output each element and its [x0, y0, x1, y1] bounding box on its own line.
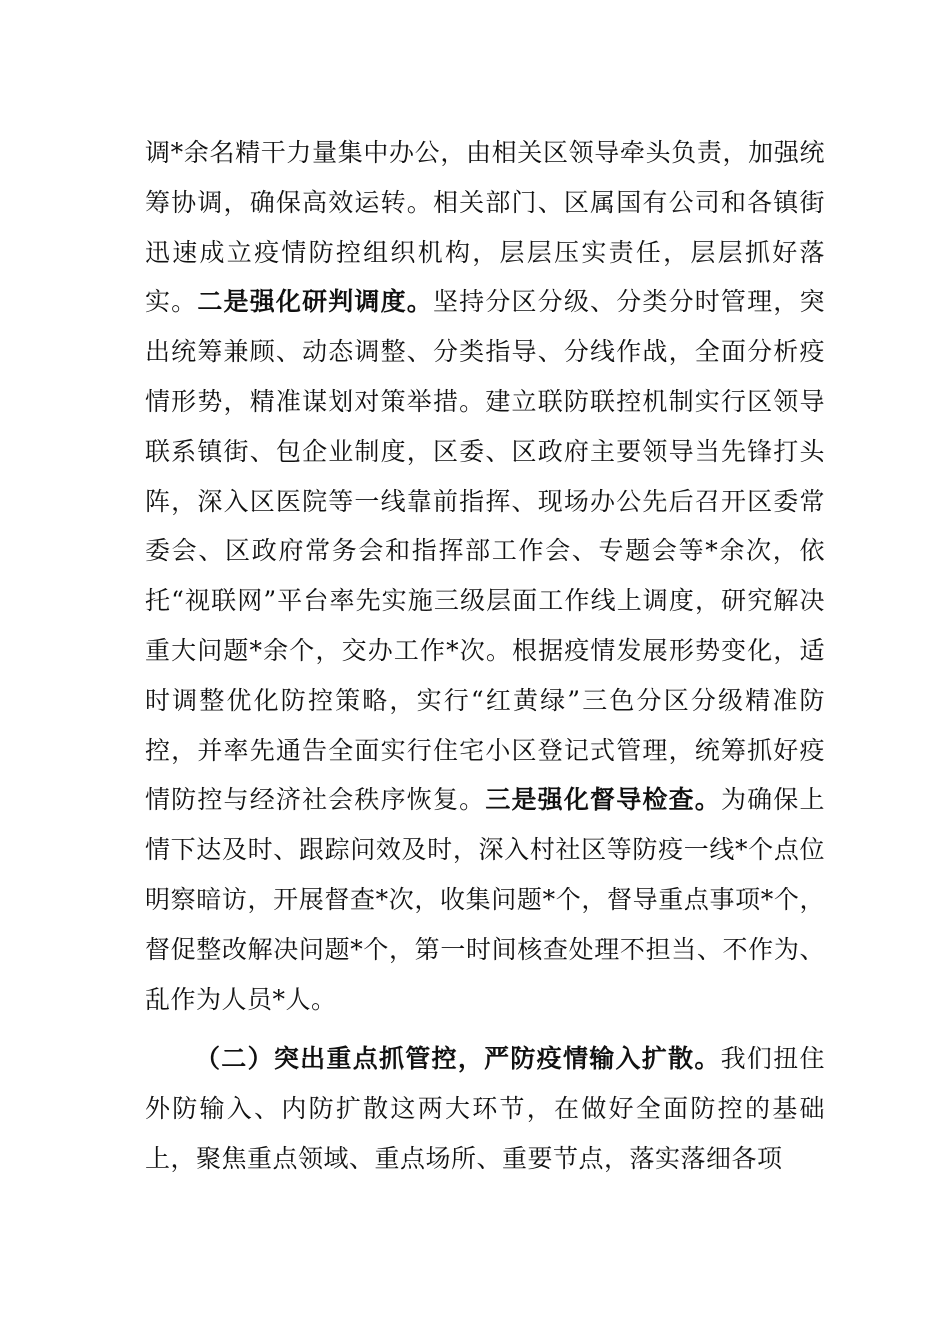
paragraph-1-text-a: 调*余名精干力量集中办公，由相关区领导牵头负责，加强统筹协调，确保高效运转。相关部门、区属国有公司和各镇街迅速成立疫情防控组织机构，层层压实责任，层层抓好落实。 [145, 138, 825, 317]
section-heading-2: （二）突出重点抓管控，严防疫情输入扩散。 [195, 1044, 721, 1074]
paragraph-2 [145, 1034, 825, 1183]
paragraph-2-text: 我们扭住外防输入、内防扩散这两大环节，在做好全面防控的基础上，聚焦重点领域、重点场所、重要节点，落实落细各项 [145, 1044, 825, 1173]
heading-strengthen-analysis: 二是强化研判调度。 [197, 287, 433, 317]
paragraph-1-text-c: 为确保上情下达及时、跟踪问效及时，深入村社区等防疫一线*个点位明察暗访，开展督查*次，收集问题*个，督导重点事项*个，督促整改解决问题*个，第一时间核查处理不担当、不作为、乱作为人员*人。 [145, 785, 825, 1014]
paragraph-1-text-b: 坚持分区分级、分类分时管理，突出统筹兼顾、动态调整、分类指导、分线作战，全面分析疫情形势，精准谋划对策举措。建立联防联控机制实行区领导联系镇街、包企业制度，区委、区政府主要领导当先锋打头阵，深入区医院等一线靠前指挥、现场办公先后召开区委常委会、区政府常务会和指挥部工作会、专题会等*余次，依托“视联网”平台率先实施三级层面工作线上调度，研究解决重大问题*余个，交办工作*次。根据疫情发展形势变化，适时调整优化防控策略，实行“红黄绿”三色分区分级精准防控，并率先通告全面实行住宅小区登记式管理，统筹抓好疫情防控与经济社会秩序恢复。 [145, 287, 825, 815]
document-body [145, 128, 825, 1184]
heading-strengthen-supervision: 三是强化督导检查。 [485, 785, 721, 815]
paragraph-1 [145, 128, 825, 1024]
